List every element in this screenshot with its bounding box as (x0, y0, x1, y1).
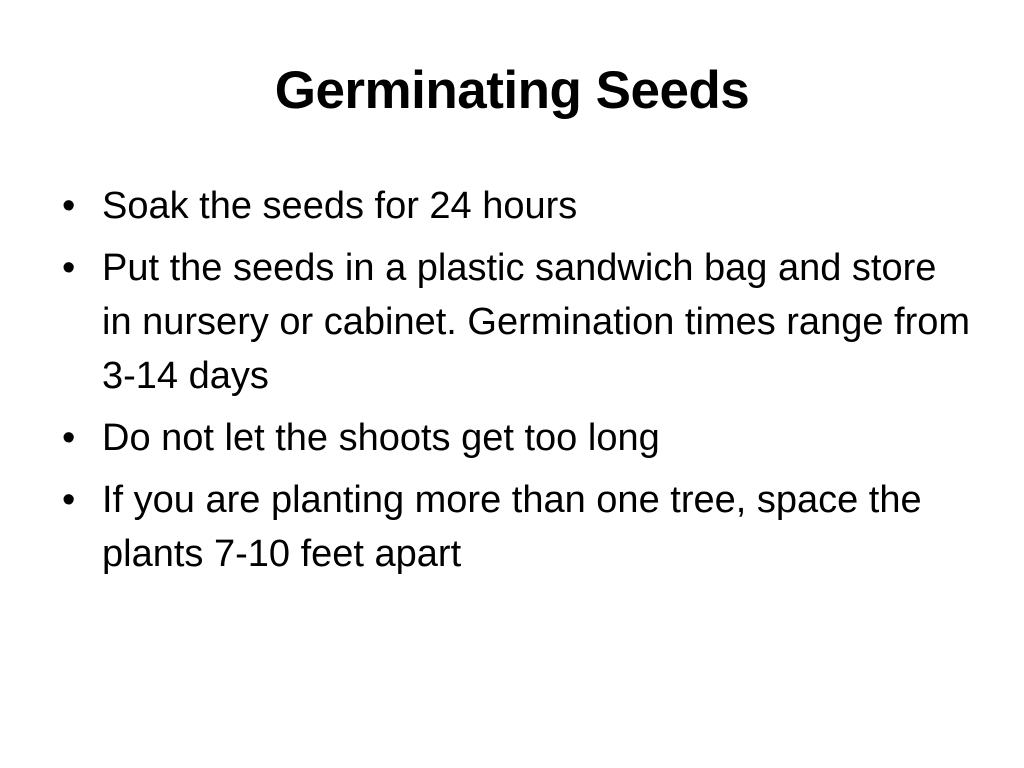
list-item (52, 474, 972, 582)
list-item-text: Soak the seeds for 24 hours (102, 185, 578, 227)
bullet-point-icon: • (62, 478, 76, 521)
list-item (52, 412, 972, 466)
list-item (52, 180, 972, 234)
list-item (52, 242, 972, 404)
bullet-point-icon: • (62, 185, 76, 227)
slide-title: Germinating Seeds (274, 61, 750, 120)
bullet-list (52, 180, 972, 590)
bullet-point-icon: • (62, 416, 76, 459)
list-item-text: Put the seeds in a plastic sandwich bag and store in nursery or cabinet. Germination times range from 3-14 days (102, 246, 971, 397)
bullet-point-icon: • (62, 246, 76, 289)
list-item-text: Do not let the shoots get too long (102, 416, 660, 459)
list-item-text: If you are planting more than one tree, space the plants 7-10 feet apart (102, 478, 922, 575)
